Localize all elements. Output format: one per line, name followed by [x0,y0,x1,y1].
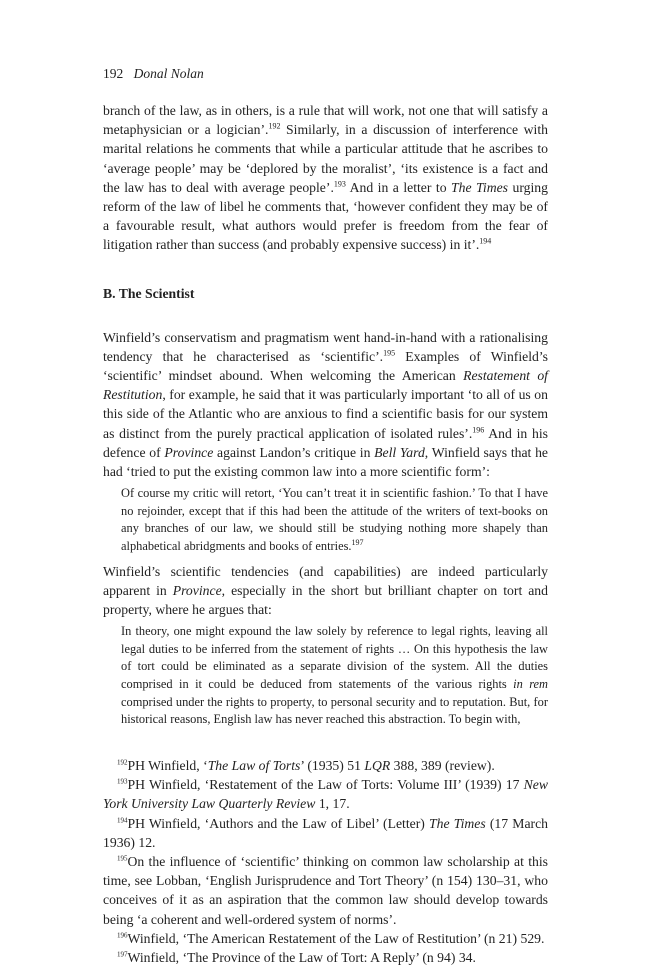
footnote-ref-192[interactable]: 192 [268,121,281,131]
footnote-text: Winfield, ‘The Province of the Law of Tort: A Reply’ (n 94) 34. [127,950,476,966]
page-body [103,66,548,735]
footnote-ref-193[interactable]: 193 [333,179,346,189]
footnote-number: 194 [117,816,128,825]
block-quote-1 [121,485,548,555]
page-number: 192 [103,66,124,81]
p2-italic-bell-yard: Bell Yard [374,444,425,460]
footnote-number: 196 [117,931,128,940]
footnote-italic: The Law of Torts [207,758,301,773]
footnote-text: PH Winfield, ‘Restatement of the Law of Torts: Volume III’ (1939) 17 [127,777,524,793]
quote2-text-a: In theory, one might expound the law solely by reference to legal rights, leaving all legal duties to be inferred from the statement of rights … On this hypothesis the law of tort could be eliminated as a separate division of the system. All the duties comprised in it could be deduced from statements of the various rights [121,624,548,692]
footnote [103,948,548,967]
footnote [103,775,548,813]
running-head [103,66,548,82]
footnote-number: 197 [117,950,128,959]
block-quote-2 [121,623,548,729]
running-head-author: Donal Nolan [133,66,204,81]
quote2-text-b: comprised under the rights to property, to personal security and to reputation. But, for historical reasons, English law has never reached this abstraction. To begin with, [121,694,548,727]
p3-italic-province: Province [172,582,222,598]
quote1-text: Of course my critic will retort, ‘You can’t treat it in scientific fashion.’ To that I have no rejoinder, except that if this had been the attitude of the writers of text-books on any branches of our law, we should still be studying nothing more shapely than alphabetical abridgments and books of entries. [121,486,548,554]
footnote-ref-196[interactable]: 196 [472,425,485,435]
p2-text-b: Examples of Winfield’s ‘scientific’ mindset abound. When welcoming the American [103,348,548,384]
footnote-text: 1, 17. [315,796,350,812]
footnotes [103,756,548,967]
footnote-text: 388, 389 (review). [390,758,495,773]
p2-text-a: Winfield’s conservatism and pragmatism went hand-in-hand with a rationalising tendency that he characterised as ‘scientific’. [103,329,548,364]
footnote-italic: LQR [364,758,391,773]
p1-text-c: And in a letter to [345,179,452,195]
footnote-number: 193 [117,777,128,786]
footnote-ref-194[interactable]: 194 [479,236,492,246]
p3-text-b: , especially in the short but brilliant chapter on tort and property, where he argues that: [103,582,548,618]
p1-text-b: Similarly, in a discussion of interference with marital relations he comments that while a particular attitude that he ascribes to ‘average people’ may be ‘deplored by the moralist’, ‘its existence is a fact and the law has to deal with average people’. [103,122,548,195]
paragraph-2 [103,328,548,482]
p2-italic-restatement: Restatement of Restitution [103,368,548,403]
p2-text-c: , for example, he said that it was particularly important ‘to all of us on this side of the Atlantic who are anxious to find a scientific basis for our system as distinct from the purely practical application of isolated rules’. [103,387,548,441]
footnote-text: Winfield, ‘The American Restatement of the Law of Restitution’ (n 21) 529. [127,930,545,946]
paragraph-1 [103,101,548,255]
footnote-ref-195[interactable]: 195 [383,348,396,358]
footnote-number: 195 [117,854,128,863]
p3-text-a: Winfield’s scientific tendencies (and capabilities) are indeed particularly apparent in [103,563,548,598]
p1-italic-times: The Times [451,179,509,195]
p2-text-f: , Winfield says that he had ‘tried to put the existing common law into a more scientific form’: [103,444,549,480]
quote2-italic-in-rem: in rem [513,677,549,692]
p1-text-a: branch of the law, as in others, is a rule that will work, not one that will satisfy a metaphysician or a logician’. [103,103,548,138]
p2-text-e: against Landon’s critique in [213,444,375,460]
section-heading: B. The Scientist [103,285,195,301]
p2-italic-province: Province [164,444,214,460]
footnote-number: 192 [117,758,128,767]
footnote-ref-197[interactable]: 197 [351,537,364,547]
footnote [103,852,548,929]
footnote-text: PH Winfield, ‘ [127,758,208,773]
footnote-italic: The Times [429,815,486,831]
footnote-text: On the influence of ‘scientific’ thinking on common law scholarship at this time, see Lobban, ‘English Jurisprudence and Tort Theory’ (n 154) 130–31, who conceives of it as an aspiration that the common law should develop towards being ‘a coherent and well-ordered system of norms’. [103,854,548,927]
footnote-text: ’ (1935) 51 [300,758,365,773]
footnote-text: PH Winfield, ‘Authors and the Law of Libel’ (Letter) [127,815,429,831]
p1-text-d: urging reform of the law of libel he comments that, ‘however confident they may be of a favourable result, what authors would prefer is freedom from the fear of litigation rather than success (and probably expensive success) in it’. [103,179,548,253]
footnote-italic: New York University Law Quarterly Review [103,777,548,812]
p2-text-d: And in his defence of [103,425,549,460]
footnote-text: (17 March 1936) 12. [103,815,549,850]
footnote [103,756,548,775]
footnote [103,814,548,852]
footnote [103,929,548,948]
paragraph-3 [103,562,548,620]
